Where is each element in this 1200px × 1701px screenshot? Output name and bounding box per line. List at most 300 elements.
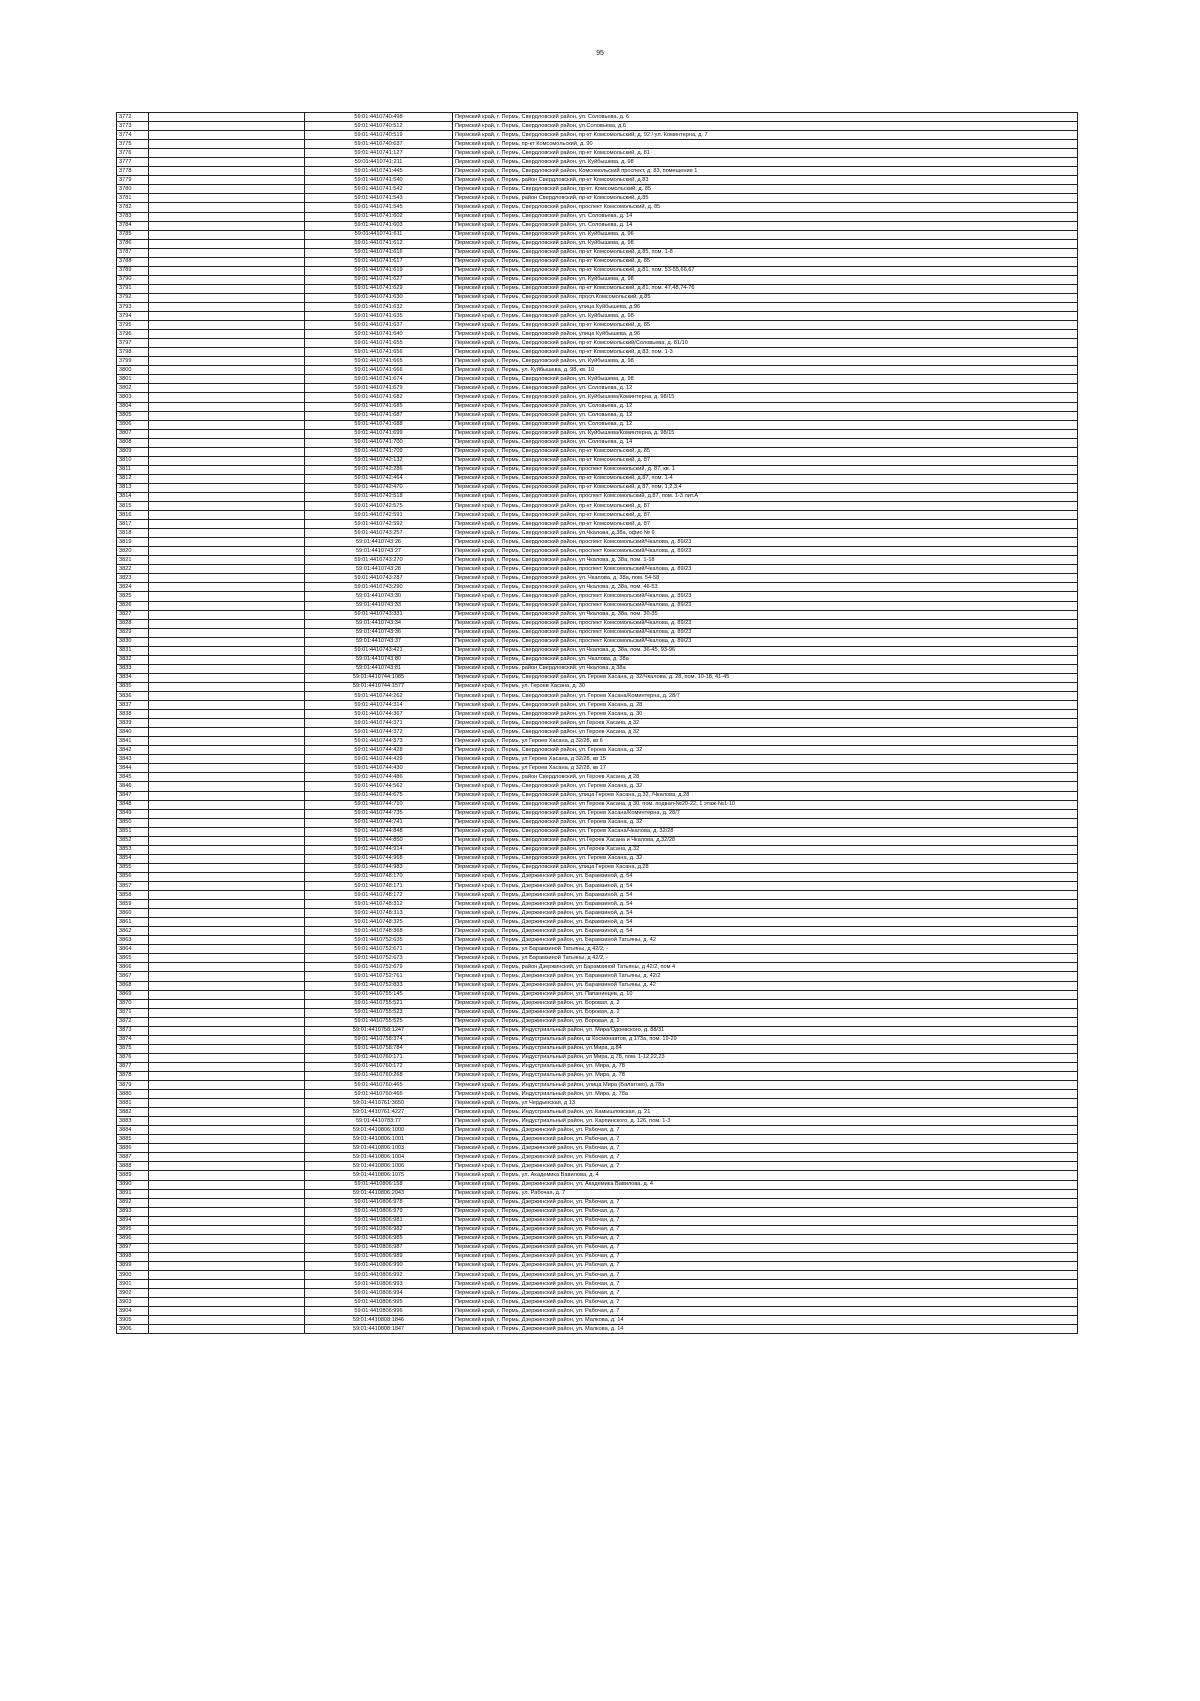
empty-cell (149, 791, 305, 800)
table-row (117, 321, 1078, 330)
table-row (117, 1162, 1078, 1171)
address-cell: Пермский край, г. Пермь, Индустриальный район, ул. Карпинского, д. 126, пом. 1-3 (453, 1117, 1078, 1126)
address-cell: Пермский край, г. Пермь, Свердловский район, ул. Героев Хасана, д. 32 (453, 746, 1078, 755)
cadastral-number-cell: 59:01:4410743:290 (305, 583, 453, 592)
address-cell: Пермский край, г. Пермь, Свердловский район, ул. Соловьева, д. 6 (453, 113, 1078, 122)
row-number-cell: 3829 (117, 628, 149, 637)
cadastral-number-cell: 59:01:4410741:603 (305, 221, 453, 230)
row-number-cell: 3772 (117, 113, 149, 122)
row-number-cell: 3871 (117, 1008, 149, 1017)
cadastral-number-cell: 59:01:4410741:602 (305, 212, 453, 221)
row-number-cell: 3856 (117, 872, 149, 881)
empty-cell (149, 312, 305, 321)
empty-cell (149, 1225, 305, 1234)
empty-cell (149, 1081, 305, 1090)
cadastral-number-cell: 59:01:4410760:465 (305, 1081, 453, 1090)
cadastral-number-cell: 59:01:4410742:592 (305, 520, 453, 529)
address-cell: Пермский край, г. Пермь, Дзержинский район, ул. Папанинцев, д. 10 (453, 990, 1078, 999)
cadastral-number-cell: 59:01:4410748:312 (305, 900, 453, 909)
table-row (117, 556, 1078, 565)
cadastral-number-cell: 59:01:4410741:619 (305, 266, 453, 275)
row-number-cell: 3814 (117, 492, 149, 501)
cadastral-number-cell: 59:01:4410742:575 (305, 502, 453, 511)
address-cell: Пермский край, г. Пермь, Свердловский район, пр-кт. Комсомольский, д. 85 (453, 185, 1078, 194)
table-row (117, 863, 1078, 872)
cadastral-number-cell: 59:01:4410752:679 (305, 963, 453, 972)
empty-cell (149, 1298, 305, 1307)
address-cell: Пермский край, г. Пермь, Свердловский район, ул.Героев Хасана, д.32 (453, 845, 1078, 854)
address-cell: Пермский край, г. Пермь, Дзержинский район, ул. Малкова, д. 14 (453, 1316, 1078, 1325)
row-number-cell: 3872 (117, 1017, 149, 1026)
empty-cell (149, 936, 305, 945)
address-cell: Пермский край, г. Пермь, Свердловский район, ул. Героев Хасана, д. 30 (453, 710, 1078, 719)
table-row (117, 402, 1078, 411)
cadastral-number-cell: 59:01:4410741:688 (305, 420, 453, 429)
row-number-cell: 3892 (117, 1198, 149, 1207)
empty-cell (149, 330, 305, 339)
empty-cell (149, 1271, 305, 1280)
cadastral-number-cell: 59:01:4410740:519 (305, 131, 453, 140)
address-cell: Пермский край, г. Пермь, Свердловский район, ул. Героев Хасана, д. 32 (453, 818, 1078, 827)
address-cell: Пермский край, г. Пермь, ул Барамзиной Татьяны, д 42/2, - (453, 954, 1078, 963)
cadastral-number-cell: 59:01:4410744:968 (305, 854, 453, 863)
table-row (117, 257, 1078, 266)
table-row (117, 366, 1078, 375)
address-cell: Пермский край, г. Пермь, Индустриальный район, ул. Камышловская, д. 21 (453, 1108, 1078, 1117)
cadastral-number-cell: 59:01:4410808:1846 (305, 1316, 453, 1325)
row-number-cell: 3879 (117, 1081, 149, 1090)
cadastral-number-cell: 59:01:4410743:37 (305, 637, 453, 646)
address-cell: Пермский край, г. Пермь, Свердловский район, ул. Куйбышева, д. 98 (453, 312, 1078, 321)
row-number-cell: 3905 (117, 1316, 149, 1325)
table-row (117, 1017, 1078, 1026)
empty-cell (149, 375, 305, 384)
table-row (117, 384, 1078, 393)
table-row (117, 239, 1078, 248)
table-row (117, 728, 1078, 737)
cadastral-number-cell: 59:01:4410744:367 (305, 710, 453, 719)
row-number-cell: 3823 (117, 574, 149, 583)
cadastral-number-cell: 59:01:4410741:545 (305, 203, 453, 212)
row-number-cell: 3893 (117, 1207, 149, 1216)
row-number-cell: 3850 (117, 818, 149, 827)
cadastral-number-cell: 59:01:4410806:1075 (305, 1171, 453, 1180)
cadastral-number-cell: 59:01:4410741:700 (305, 438, 453, 447)
cadastral-number-cell: 59:01:4410806:993 (305, 1280, 453, 1289)
empty-cell (149, 710, 305, 719)
row-number-cell: 3779 (117, 176, 149, 185)
address-cell: Пермский край, г. Пермь, Свердловский район, Комсомольский проспект, д. 83, помещение 1 (453, 167, 1078, 176)
cadastral-number-cell: 59:01:4410806:979 (305, 1207, 453, 1216)
row-number-cell: 3835 (117, 682, 149, 691)
cadastral-number-cell: 59:01:4410752:833 (305, 981, 453, 990)
empty-cell (149, 1017, 305, 1026)
empty-cell (149, 1153, 305, 1162)
cadastral-number-cell: 59:01:4410741:656 (305, 348, 453, 357)
table-row (117, 682, 1078, 691)
row-number-cell: 3774 (117, 131, 149, 140)
cadastral-number-cell: 59:01:4410741:640 (305, 330, 453, 339)
table-row (117, 710, 1078, 719)
table-row (117, 1280, 1078, 1289)
row-number-cell: 3904 (117, 1307, 149, 1316)
table-row (117, 1035, 1078, 1044)
row-number-cell: 3903 (117, 1298, 149, 1307)
cadastral-number-cell: 59:01:4410806:982 (305, 1225, 453, 1234)
table-row (117, 773, 1078, 782)
row-number-cell: 3828 (117, 619, 149, 628)
empty-cell (149, 1189, 305, 1198)
cadastral-number-cell: 59:01:4410755:521 (305, 999, 453, 1008)
table-row (117, 1180, 1078, 1189)
empty-cell (149, 1207, 305, 1216)
row-number-cell: 3797 (117, 339, 149, 348)
empty-cell (149, 610, 305, 619)
address-cell: Пермский край, г. Пермь, Дзержинский район, ул. Рабочая, д. 7 (453, 1126, 1078, 1135)
row-number-cell: 3812 (117, 474, 149, 483)
row-number-cell: 3878 (117, 1071, 149, 1080)
table-row (117, 1252, 1078, 1261)
cadastral-number-cell: 59:01:4410742:518 (305, 492, 453, 501)
row-number-cell: 3793 (117, 302, 149, 311)
row-number-cell: 3881 (117, 1099, 149, 1108)
empty-cell (149, 239, 305, 248)
address-cell: Пермский край, г. Пермь, Свердловский район, ул Чкалова, д. 38а, пом. 46-53 (453, 583, 1078, 592)
empty-cell (149, 655, 305, 664)
table-row (117, 511, 1078, 520)
cadastral-number-cell: 59:01:4410744:373 (305, 737, 453, 746)
row-number-cell: 3885 (117, 1135, 149, 1144)
row-number-cell: 3901 (117, 1280, 149, 1289)
empty-cell (149, 1099, 305, 1108)
row-number-cell: 3900 (117, 1271, 149, 1280)
row-number-cell: 3809 (117, 447, 149, 456)
empty-cell (149, 212, 305, 221)
table-row (117, 872, 1078, 881)
row-number-cell: 3827 (117, 610, 149, 619)
cadastral-number-cell: 59:01:4410741:674 (305, 375, 453, 384)
address-cell: Пермский край, г. Пермь, Индустриальный район, улица Мира (Балатово), д.78а (453, 1081, 1078, 1090)
address-cell: Пермский край, г. Пермь, Свердловский район, улица Героев Хасана, д.32, /Чкалова, д.28 (453, 791, 1078, 800)
cadastral-number-cell: 59:01:4410806:981 (305, 1216, 453, 1225)
address-cell: Пермский край, г. Пермь, Свердловский район, ул. Чкалова, д. 38а, пом. 54-58 (453, 574, 1078, 583)
row-number-cell: 3877 (117, 1062, 149, 1071)
empty-cell (149, 547, 305, 556)
address-cell: Пермский край, г. Пермь, Свердловский район, ул. Соловьева, д. 12 (453, 384, 1078, 393)
table-row (117, 1307, 1078, 1316)
address-cell: Пермский край, г. Пермь, Свердловский район, ул. Соловьева, д. 14 (453, 212, 1078, 221)
row-number-cell: 3863 (117, 936, 149, 945)
address-cell: Пермский край, г. Пермь, Дзержинский район, ул. Барамзиной Татьяны, д. 42 (453, 981, 1078, 990)
table-row (117, 936, 1078, 945)
address-cell: Пермский край, г. Пермь, Индустриальный район, ул Мира, д 78, пом. 1-12,22,23 (453, 1053, 1078, 1062)
address-cell: Пермский край, г. Пермь, Дзержинский район, ул. Барамзиной, д. 54 (453, 909, 1078, 918)
table-row (117, 673, 1078, 682)
address-cell: Пермский край, г. Пермь, Дзержинский район, ул. Малкова, д. 14 (453, 1325, 1078, 1334)
cadastral-number-cell: 59:01:4410744:675 (305, 791, 453, 800)
row-number-cell: 3865 (117, 954, 149, 963)
address-cell: Пермский край, г. Пермь, Свердловский район, пр-кт Комсомольский, д. 85 (453, 447, 1078, 456)
table-row (117, 972, 1078, 981)
cadastral-number-cell: 59:01:4410783:77 (305, 1117, 453, 1126)
cadastral-number-cell: 59:01:4410758:374 (305, 1035, 453, 1044)
table-row (117, 990, 1078, 999)
table-row (117, 1225, 1078, 1234)
empty-cell (149, 999, 305, 1008)
row-number-cell: 3810 (117, 456, 149, 465)
cadastral-number-cell: 59:01:4410752:671 (305, 945, 453, 954)
cadastral-number-cell: 59:01:4410742:591 (305, 511, 453, 520)
row-number-cell: 3785 (117, 230, 149, 239)
cadastral-number-cell: 59:01:4410743:26 (305, 538, 453, 547)
empty-cell (149, 637, 305, 646)
cadastral-number-cell: 59:01:4410806:978 (305, 1198, 453, 1207)
empty-cell (149, 511, 305, 520)
empty-cell (149, 1071, 305, 1080)
address-cell: Пермский край, г. Пермь, Свердловский район, пр-кт Комсомольский, д.81, пом. 47,48,74-76 (453, 284, 1078, 293)
empty-cell (149, 1325, 305, 1334)
cadastral-number-cell: 59:01:4410744:914 (305, 845, 453, 854)
table-row (117, 375, 1078, 384)
row-number-cell: 3899 (117, 1261, 149, 1270)
cadastral-number-cell: 59:01:4410743:27 (305, 547, 453, 556)
table-row (117, 1044, 1078, 1053)
address-cell: Пермский край, г. Пермь, Дзержинский район, ул. Рабочая, д. 7 (453, 1198, 1078, 1207)
row-number-cell: 3887 (117, 1153, 149, 1162)
empty-cell (149, 456, 305, 465)
address-cell: Пермский край, г. Пермь, Свердловский район, ул.Чкалова, д.38а, офис № 9 (453, 529, 1078, 538)
row-number-cell: 3882 (117, 1108, 149, 1117)
cadastral-number-cell: 59:01:4410741:617 (305, 257, 453, 266)
address-cell: Пермский край, г. Пермь, Свердловский район, ул. Куйбышева, д. 98 (453, 239, 1078, 248)
table-row (117, 1144, 1078, 1153)
cadastral-number-cell: 59:01:4410741:127 (305, 149, 453, 158)
address-cell: Пермский край, г. Пермь, район Свердловский, пр-кт Комсомольский, д.83 (453, 176, 1078, 185)
address-cell: Пермский край, г. Пермь, Дзержинский район, ул. Рабочая, д. 7 (453, 1298, 1078, 1307)
empty-cell (149, 438, 305, 447)
cadastral-number-cell: 59:01:4410744:372 (305, 728, 453, 737)
row-number-cell: 3853 (117, 845, 149, 854)
address-cell: Пермский край, г. Пермь, Свердловский район, ул. Куйбышева, д. 98 (453, 275, 1078, 284)
row-number-cell: 3833 (117, 664, 149, 673)
address-cell: Пермский край, г. Пермь, Свердловский район, ул. Куйбышева, д. 98 (453, 357, 1078, 366)
cadastral-number-cell: 59:01:4410748:170 (305, 872, 453, 881)
address-cell: Пермский край, г. Пермь, Свердловский район, проспект Комсомольский/Чкалова, д. 89/23 (453, 592, 1078, 601)
empty-cell (149, 854, 305, 863)
table-row (117, 185, 1078, 194)
table-row (117, 963, 1078, 972)
cadastral-number-cell: 59:01:4410744:562 (305, 782, 453, 791)
row-number-cell: 3848 (117, 800, 149, 809)
cadastral-number-cell: 59:01:4410806:994 (305, 1289, 453, 1298)
row-number-cell: 3820 (117, 547, 149, 556)
table-row (117, 1171, 1078, 1180)
address-cell: Пермский край, г. Пермь, Свердловский район, пр-кт Комсомольский, д.81, пом. 53-55,66,67 (453, 266, 1078, 275)
empty-cell (149, 131, 305, 140)
cadastral-number-cell: 59:01:4410743:33 (305, 601, 453, 610)
row-number-cell: 3816 (117, 511, 149, 520)
row-number-cell: 3838 (117, 710, 149, 719)
empty-cell (149, 565, 305, 574)
table-row (117, 502, 1078, 511)
table-row (117, 176, 1078, 185)
row-number-cell: 3777 (117, 158, 149, 167)
empty-cell (149, 1026, 305, 1035)
address-cell: Пермский край, г. Пермь, ул Чердынская, д 13 (453, 1099, 1078, 1108)
row-number-cell: 3776 (117, 149, 149, 158)
address-cell: Пермский край, г. Пермь, ул. Куйбышева, д. 98, кв. 10 (453, 366, 1078, 375)
row-number-cell: 3802 (117, 384, 149, 393)
empty-cell (149, 646, 305, 655)
cadastral-number-cell: 59:01:4410741:612 (305, 239, 453, 248)
address-cell: Пермский край, г. Пермь, Дзержинский район, ул. Боровая, д. 2 (453, 1008, 1078, 1017)
address-cell: Пермский край, г. Пермь, Индустриальный район, ул. Мира, д. 78 (453, 1071, 1078, 1080)
table-row (117, 411, 1078, 420)
cadastral-number-cell: 59:01:4410744:710 (305, 800, 453, 809)
empty-cell (149, 918, 305, 927)
empty-cell (149, 972, 305, 981)
row-number-cell: 3821 (117, 556, 149, 565)
cadastral-number-cell: 59:01:4410741:543 (305, 194, 453, 203)
address-cell: Пермский край, г. Пермь, Свердловский район, пр-кт Комсомольский/Соловьева, д. 81/10 (453, 339, 1078, 348)
table-row (117, 158, 1078, 167)
cadastral-number-cell: 59:01:4410748:172 (305, 891, 453, 900)
table-row (117, 1207, 1078, 1216)
address-cell: Пермский край, г. Пермь, Дзержинский район, ул. Рабочая, д. 7 (453, 1135, 1078, 1144)
register-table-body (117, 113, 1078, 1334)
address-cell: Пермский край, г. Пермь, Свердловский район, ул Чкалова, д. 38а, пом. 36-45, 93-96 (453, 646, 1078, 655)
table-row (117, 854, 1078, 863)
cadastral-number-cell: 59:01:4410761:3650 (305, 1099, 453, 1108)
empty-cell (149, 293, 305, 302)
table-row (117, 836, 1078, 845)
empty-cell (149, 990, 305, 999)
table-row (117, 637, 1078, 646)
address-cell: Пермский край, г. Пермь, Дзержинский район, ул. Боровая, д. 2 (453, 1017, 1078, 1026)
empty-cell (149, 782, 305, 791)
row-number-cell: 3817 (117, 520, 149, 529)
cadastral-number-cell: 59:01:4410744:983 (305, 863, 453, 872)
empty-cell (149, 483, 305, 492)
row-number-cell: 3798 (117, 348, 149, 357)
row-number-cell: 3782 (117, 203, 149, 212)
table-row (117, 954, 1078, 963)
row-number-cell: 3787 (117, 248, 149, 257)
table-row (117, 1071, 1078, 1080)
row-number-cell: 3834 (117, 673, 149, 682)
cadastral-number-cell: 59:01:4410748:171 (305, 881, 453, 890)
address-cell: Пермский край, г. Пермь, Свердловский район, ул Героев Хасана, д 32 (453, 719, 1078, 728)
table-row (117, 891, 1078, 900)
row-number-cell: 3807 (117, 429, 149, 438)
empty-cell (149, 411, 305, 420)
row-number-cell: 3800 (117, 366, 149, 375)
empty-cell (149, 1252, 305, 1261)
address-cell: Пермский край, г. Пермь, Дзержинский район, ул. Барамзиной Татьяны, д. 42 (453, 936, 1078, 945)
cadastral-number-cell: 59:01:4410741:682 (305, 393, 453, 402)
empty-cell (149, 1216, 305, 1225)
address-cell: Пермский край, г. Пермь, Свердловский район, пр-кт Комсомольский, д. 87 (453, 456, 1078, 465)
empty-cell (149, 275, 305, 284)
empty-cell (149, 818, 305, 827)
empty-cell (149, 1261, 305, 1270)
empty-cell (149, 836, 305, 845)
row-number-cell: 3783 (117, 212, 149, 221)
table-row (117, 456, 1078, 465)
table-row (117, 203, 1078, 212)
address-cell: Пермский край, г. Пермь, Дзержинский район, ул. Рабочая, д. 7 (453, 1280, 1078, 1289)
cadastral-number-cell: 59:01:4410741:666 (305, 366, 453, 375)
empty-cell (149, 185, 305, 194)
empty-cell (149, 692, 305, 701)
table-row (117, 927, 1078, 936)
table-row (117, 266, 1078, 275)
cadastral-number-cell: 59:01:4410741:445 (305, 167, 453, 176)
address-cell: Пермский край, г. Пермь, Свердловский район, ул.Соловьева, д.6 (453, 122, 1078, 131)
row-number-cell: 3792 (117, 293, 149, 302)
row-number-cell: 3830 (117, 637, 149, 646)
table-row (117, 212, 1078, 221)
table-row (117, 248, 1078, 257)
address-cell: Пермский край, г. Пермь, ул. Академика Вавилова, д. 4 (453, 1171, 1078, 1180)
cadastral-number-cell: 59:01:4410740:512 (305, 122, 453, 131)
address-cell: Пермский край, г. Пермь, Свердловский район, ул. Куйбышева, д. 98 (453, 158, 1078, 167)
row-number-cell: 3851 (117, 827, 149, 836)
table-row (117, 1271, 1078, 1280)
address-cell: Пермский край, г. Пермь, Свердловский район, ул. Героев Хасана, д. 28 (453, 701, 1078, 710)
row-number-cell: 3858 (117, 891, 149, 900)
empty-cell (149, 420, 305, 429)
cadastral-number-cell: 59:01:4410743:34 (305, 619, 453, 628)
table-row (117, 302, 1078, 311)
cadastral-number-cell: 59:01:4410755:145 (305, 990, 453, 999)
row-number-cell: 3819 (117, 538, 149, 547)
cadastral-number-cell: 59:01:4410806:989 (305, 1252, 453, 1261)
address-cell: Пермский край, г. Пермь, Свердловский район, ул Героев Хасана, д 30, пом. подвал-№20-22, 1 этаж-№1-10 (453, 800, 1078, 809)
address-cell: Пермский край, г. Пермь, Свердловский район, проспект Комсомольский/Чкалова, д. 89/23 (453, 601, 1078, 610)
address-cell: Пермский край, г. Пермь, Индустриальный район, ш Космонавтов, д 173а, пом. 19-29 (453, 1035, 1078, 1044)
cadastral-number-cell: 59:01:4410808:1847 (305, 1325, 453, 1334)
empty-cell (149, 474, 305, 483)
table-row (117, 1289, 1078, 1298)
table-row (117, 1216, 1078, 1225)
empty-cell (149, 1135, 305, 1144)
cadastral-number-cell: 59:01:4410744:429 (305, 755, 453, 764)
page-number: 95 (596, 50, 604, 57)
cadastral-number-cell: 59:01:4410741:542 (305, 185, 453, 194)
row-number-cell: 3836 (117, 692, 149, 701)
address-cell: Пермский край, г. Пермь, Дзержинский район, ул. Рабочая, д. 7 (453, 1153, 1078, 1162)
empty-cell (149, 529, 305, 538)
row-number-cell: 3868 (117, 981, 149, 990)
empty-cell (149, 963, 305, 972)
address-cell: Пермский край, г. Пермь, Свердловский район, пр-кт Комсомольский, д 87, пом. 1,2,3,4 (453, 483, 1078, 492)
address-cell: Пермский край, г. Пермь, Дзержинский район, ул. Барамзиной, д. 54 (453, 891, 1078, 900)
row-number-cell: 3870 (117, 999, 149, 1008)
table-row (117, 764, 1078, 773)
cadastral-number-cell: 59:01:4410741:616 (305, 248, 453, 257)
table-row (117, 429, 1078, 438)
row-number-cell: 3813 (117, 483, 149, 492)
row-number-cell: 3840 (117, 728, 149, 737)
table-row (117, 1108, 1078, 1117)
table-row (117, 1189, 1078, 1198)
row-number-cell: 3861 (117, 918, 149, 927)
row-number-cell: 3843 (117, 755, 149, 764)
address-cell: Пермский край, г. Пермь, Индустриальный район, ул. Мира, д. 78 (453, 1062, 1078, 1071)
empty-cell (149, 881, 305, 890)
cadastral-number-cell: 59:01:4410755:523 (305, 1008, 453, 1017)
